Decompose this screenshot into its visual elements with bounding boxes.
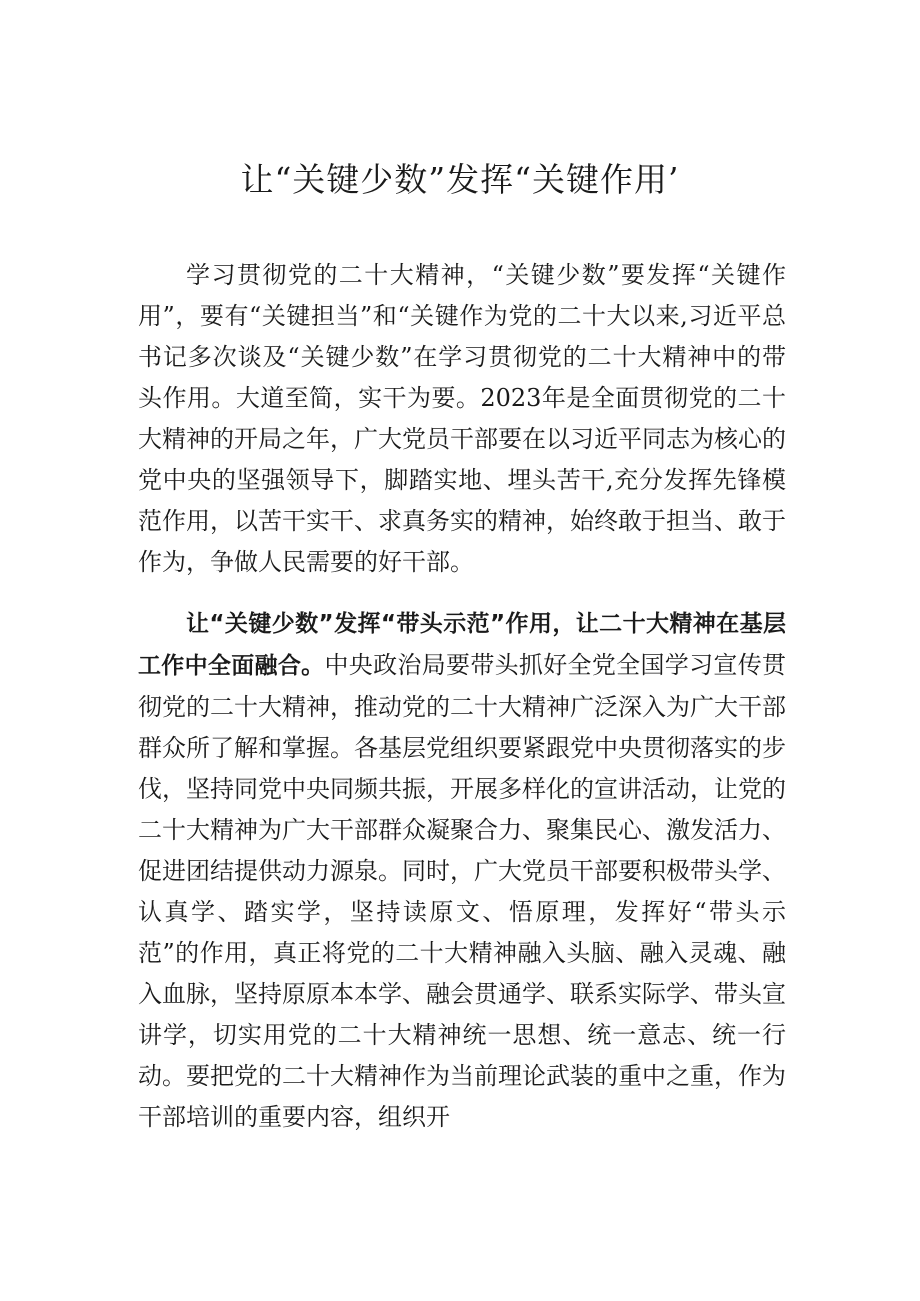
paragraph-2 <box>138 603 786 1138</box>
paragraph-2-lead: 让“关键少数”发挥“带头示范”作用，让二十大精神在基层工作中全面融合。 <box>138 611 786 679</box>
document-title: 让“关键少数”发挥“关键作用’ <box>240 160 680 199</box>
paragraph-1 <box>138 255 786 583</box>
paragraph-2-text: 中央政治局要带头抓好全党全国学习宣传贯彻党的二十大精神，推动党的二十大精神广泛深入为广大干部群众所了解和掌握。各基层党组织要紧跟党中央贯彻落实的步伐，坚持同党中央同频共振，开展多样化的宣讲活动，让党的二十大精神为广大干部群众凝聚合力、聚集民心、激发活力、促进团结提供动力源泉。同时，广大党员干部要积极带头学、认真学、踏实学，坚持读原文、悟原理，发挥好“带头示范”的作用，真正将党的二十大精神融入头脑、融入灵魂、融入血脉，坚持原原本本学、融会贯通学、联系实际学、带头宣讲学，切实用党的二十大精神统一思想、统一意志、统一行动。要把党的二十大精神作为当前理论武装的重中之重，作为干部培训的重要内容，组织开 <box>138 651 787 1131</box>
paragraph-1-text: 学习贯彻党的二十大精神，“关键少数”要发挥“关键作用”，要有“关键担当”和“关键作为党的二十大以来,习近平总书记多次谈及“关键少数”在学习贯彻党的二十大精神中的带头作用。大道至简，实干为要。2023年是全面贯彻党的二十大精神的开局之年，广大党员干部要在以习近平同志为核心的党中央的坚强领导下，脚踏实地、埋头苦干,充分发挥先锋模范作用，以苦干实干、求真务实的精神，始终敢于担当、敢于作为，争做人民需要的好干部。 <box>138 261 786 576</box>
